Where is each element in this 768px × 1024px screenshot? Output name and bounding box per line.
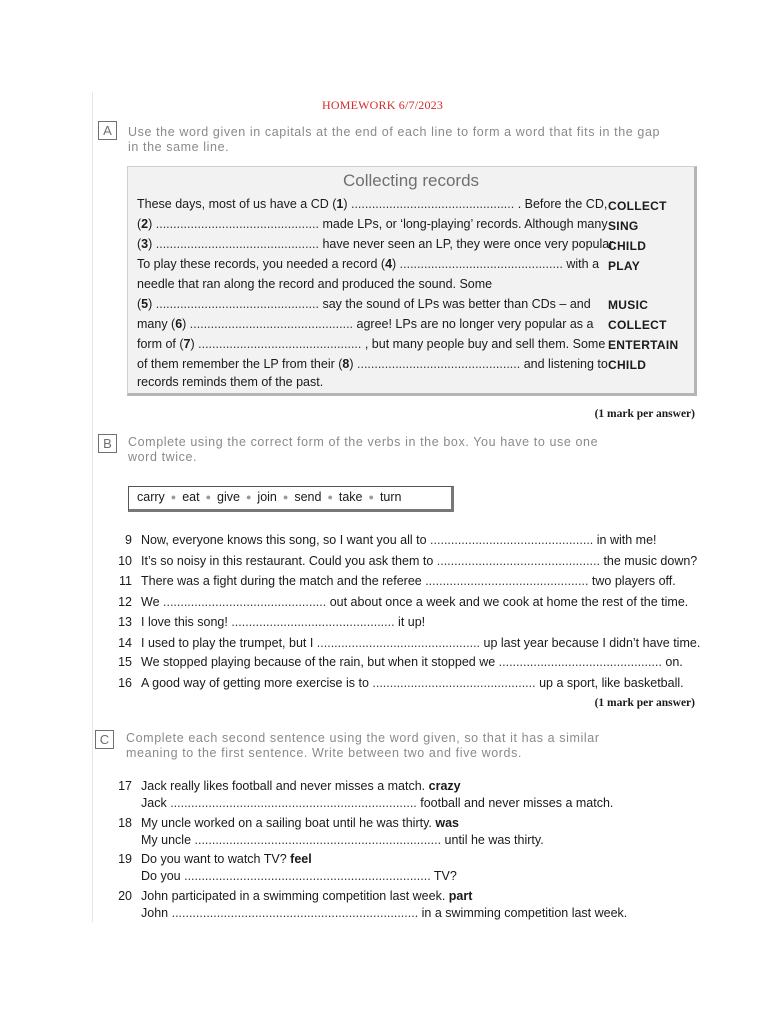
gap-13[interactable]: ............................................... — [231, 615, 395, 629]
question-19-number: 19 — [118, 852, 132, 866]
question-14: I used to play the trumpet, but I ............................................... up last year because I didn’t have time. — [141, 636, 701, 650]
question-18-answer-line: My uncle ....................................................................... until he was thirty. — [141, 833, 544, 847]
question-15: We stopped playing because of the rain, but when it stopped we ............................................... on. — [141, 655, 683, 669]
homework-title: HOMEWORK 6/7/2023 — [322, 98, 444, 112]
text-line-2: (2) ............................................... made LPs, or ‘long-playing’ records. Although many — [137, 217, 608, 231]
question-14-number: 14 — [118, 636, 132, 650]
text-line-3: (3) ............................................... have never seen an LP, they were once very popular. — [137, 237, 617, 251]
section-c-instruction: Complete each second sentence using the word given, so that it has a similar meaning to the first sentence. Write between two and five words. — [126, 731, 600, 760]
question-9-number: 9 — [125, 533, 132, 547]
word-entertain: ENTERTAIN — [608, 338, 679, 352]
bullet-icon: ● — [245, 492, 252, 502]
text-line-4: To play these records, you needed a record (4) ............................................... with a — [137, 257, 600, 271]
text-line-5: needle that ran along the record and produced the sound. Some — [137, 277, 493, 291]
gap-10[interactable]: ............................................... — [436, 554, 600, 568]
question-15-number: 15 — [118, 655, 132, 669]
word-collect-2: COLLECT — [608, 318, 667, 332]
question-10: It’s so noisy in this restaurant. Could you ask them to ............................................... the music down? — [141, 554, 698, 568]
question-13: I love this song! ............................................... it up! — [141, 615, 426, 629]
text-line-6: (5) ............................................... say the sound of LPs was better than CDs – and — [137, 297, 591, 311]
gap-6[interactable]: ............................................... — [189, 317, 354, 331]
verb-give: give — [217, 490, 240, 504]
word-child-1: CHILD — [608, 239, 647, 253]
keyword-part: part — [448, 889, 473, 903]
bullet-icon: ● — [368, 492, 374, 502]
question-19-sentence: Do you want to watch TV? feel — [141, 852, 312, 866]
box-title: Collecting records — [342, 171, 480, 190]
section-a-marks: (1 mark per answer) — [594, 408, 695, 420]
question-18-sentence: My uncle worked on a sailing boat until he was thirty. was — [141, 816, 460, 830]
question-20-answer-line: John ....................................................................... in a swimming competition last week. — [141, 906, 628, 920]
question-11-number: 11 — [119, 574, 132, 588]
text-line-1: These days, most of us have a CD (1) ............................................... . Before the CD, — [137, 197, 608, 211]
question-12-number: 12 — [118, 595, 132, 609]
verb-take: take — [338, 490, 363, 504]
question-20-number: 20 — [118, 889, 132, 903]
section-b-instruction: Complete using the correct form of the verbs in the box. You have to use one word twice. — [128, 435, 599, 464]
section-b-marks: (1 mark per answer) — [594, 697, 695, 709]
section-a-instruction: Use the word given in capitals at the end of each line to form a word that fits in the gap in the same line. — [128, 125, 661, 154]
question-20-sentence: John participated in a swimming competition last week. part — [141, 889, 473, 903]
gap-9[interactable]: ............................................... — [430, 533, 594, 547]
text-line-7: many (6) ............................................... agree! LPs are no longer very popular as a — [137, 317, 594, 331]
question-17-number: 17 — [118, 779, 132, 793]
question-12: We ............................................... out about once a week and we cook at home the rest of the time. — [141, 595, 689, 609]
verb-eat: eat — [182, 490, 200, 504]
question-9: Now, everyone knows this song, so I want you all to ............................................... in with me! — [141, 533, 657, 547]
text-line-9: of them remember the LP from their (8) ............................................... and listening to — [137, 357, 608, 371]
keyword-feel: feel — [290, 852, 312, 866]
question-17-sentence: Jack really likes football and never misses a match. crazy — [141, 779, 461, 793]
gap-7[interactable]: ............................................... — [198, 337, 362, 351]
gap-16[interactable]: ............................................... — [372, 676, 536, 690]
gap-19[interactable]: ....................................................................... — [184, 869, 431, 883]
verb-carry: carry — [137, 490, 165, 504]
gap-14[interactable]: ............................................... — [316, 636, 481, 650]
section-b-letter: B — [98, 434, 117, 453]
gap-18[interactable]: ....................................................................... — [194, 833, 442, 847]
question-16-number: 16 — [118, 676, 132, 690]
gap-4[interactable]: ............................................... — [399, 257, 563, 271]
question-11: There was a fight during the match and the referee ............................................... two players off. — [141, 574, 676, 588]
page-edge-line — [92, 92, 93, 922]
bullet-icon: ● — [205, 492, 212, 502]
verb-box — [128, 486, 454, 512]
gap-8[interactable]: ............................................... — [357, 357, 521, 371]
verb-send: send — [294, 490, 322, 504]
text-line-10: records reminds them of the past. — [137, 375, 324, 389]
bullet-icon: ● — [170, 492, 177, 502]
collecting-records-box — [127, 166, 697, 396]
verb-join: join — [257, 490, 277, 504]
bullet-icon: ● — [282, 492, 289, 502]
keyword-crazy: crazy — [428, 779, 461, 793]
bullet-icon: ● — [327, 492, 333, 502]
question-19-answer-line: Do you ....................................................................... TV? — [141, 869, 457, 883]
question-18-number: 18 — [118, 816, 132, 830]
word-collect-1: COLLECT — [608, 199, 667, 213]
word-music: MUSIC — [608, 298, 649, 312]
gap-1[interactable]: ............................................... — [350, 197, 515, 211]
word-sing: SING — [608, 219, 639, 233]
gap-2[interactable]: ............................................... — [155, 217, 319, 231]
gap-17[interactable]: ....................................................................... — [170, 796, 417, 810]
section-a-letter: A — [98, 121, 117, 140]
section-c-letter: C — [95, 730, 114, 749]
question-13-number: 13 — [118, 615, 132, 629]
keyword-was: was — [435, 816, 460, 830]
word-play: PLAY — [608, 259, 641, 273]
verb-turn: turn — [379, 490, 402, 504]
gap-3[interactable]: ............................................... — [155, 237, 319, 251]
question-17-answer-line: Jack ....................................................................... football and never misses a match. — [141, 796, 614, 810]
gap-15[interactable]: ............................................... — [498, 655, 662, 669]
text-line-8: form of (7) ............................................... , but many people buy and sell them. Some — [137, 337, 606, 351]
question-10-number: 10 — [118, 554, 132, 568]
gap-11[interactable]: ............................................... — [425, 574, 589, 588]
gap-20[interactable]: ....................................................................... — [171, 906, 419, 920]
verb-list — [137, 490, 402, 504]
gap-5[interactable]: ............................................... — [155, 297, 319, 311]
word-child-2: CHILD — [608, 358, 647, 372]
gap-12[interactable]: ............................................... — [163, 595, 327, 609]
question-16: A good way of getting more exercise is to ............................................... up a sport, like basketball. — [141, 676, 684, 690]
